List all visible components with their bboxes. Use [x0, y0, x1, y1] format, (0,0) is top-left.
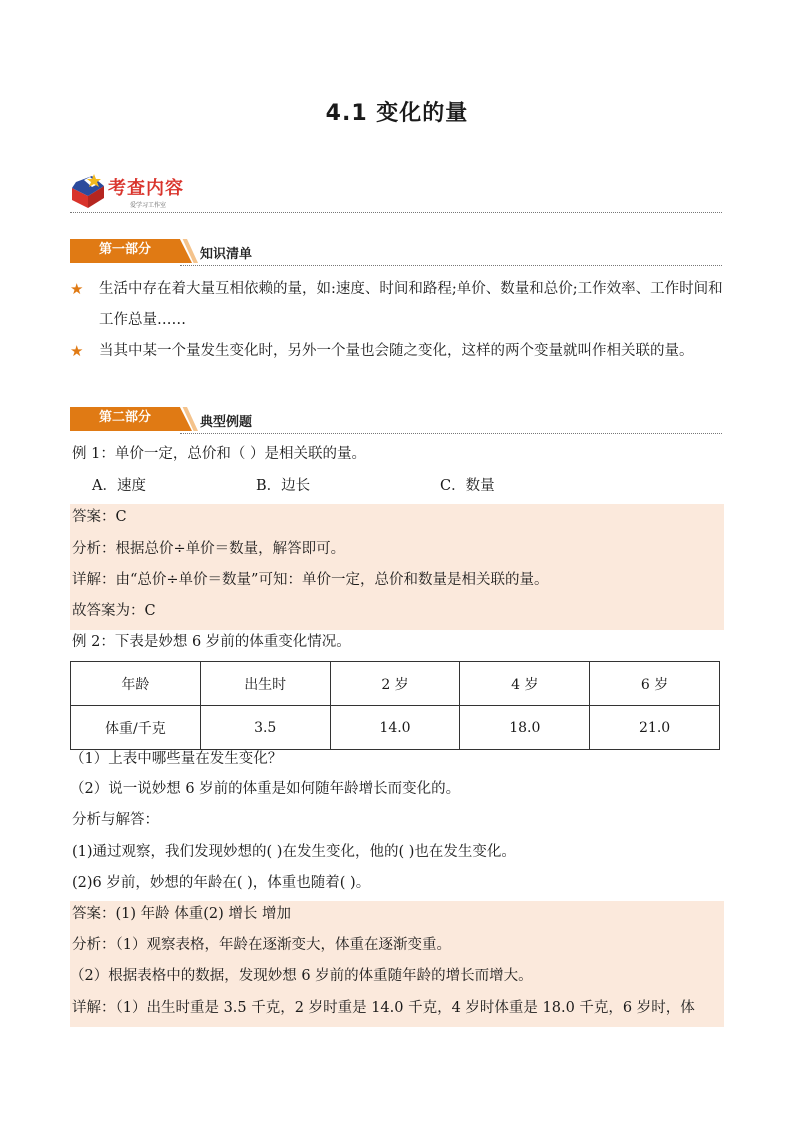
- section-heading: 典型例题: [200, 415, 253, 430]
- section-tab-label: 第二部分: [98, 410, 151, 425]
- table-cell: 4 岁: [460, 662, 590, 706]
- bullet-text: 生活中存在着大量互相依赖的量，如:速度、时间和路程;单价、数量和总价;工作效率、工作时间和工作总量……: [99, 281, 723, 328]
- weight-table: [70, 661, 720, 750]
- book-logo-icon: [70, 174, 106, 210]
- example1-question: 例 1：单价一定，总价和（ ）是相关联的量。: [72, 446, 366, 462]
- page-title: 4.1 变化的量: [325, 101, 469, 126]
- table-cell: 体重/千克: [71, 706, 201, 750]
- knowledge-bullet: [70, 336, 725, 367]
- star-icon: ★: [70, 280, 84, 298]
- example1-analysis: 分析：根据总价÷单价＝数量，解答即可。: [72, 541, 346, 557]
- example2-question: 例 2：下表是妙想 6 岁前的体重变化情况。: [72, 634, 351, 650]
- section-heading: 知识清单: [200, 247, 253, 262]
- example2-detail: 详解：（1）出生时重是 3.5 千克，2 岁时重是 14.0 千克，4 岁时体重是 18.0 千克，6 岁时，体: [72, 1000, 695, 1016]
- option-a: A．速度: [92, 478, 146, 494]
- section-logo: [70, 174, 210, 210]
- bullet-text: 当其中某一个量发生变化时，另外一个量也会随之变化，这样的两个变量就叫作相关联的量。: [99, 343, 694, 359]
- example1-answer: 答案：C: [72, 509, 127, 525]
- example1-detail: 详解：由“总价÷单价＝数量”可知：单价一定，总价和数量是相关联的量。: [72, 572, 549, 588]
- logo-title: 考查内容: [108, 178, 184, 199]
- logo-subtitle: 爱学习工作室: [130, 202, 167, 209]
- example2-fill2: (2)6 岁前，妙想的年龄在( )，体重也随着( )。: [72, 875, 371, 891]
- example2-analysis-heading: 分析与解答：: [72, 812, 159, 828]
- table-cell: 21.0: [590, 706, 720, 750]
- table-row: [71, 706, 720, 750]
- option-c: C．数量: [440, 478, 495, 494]
- example2-answer: 答案：(1) 年龄 体重(2) 增长 增加: [72, 906, 292, 922]
- table-cell: 2 岁: [330, 662, 460, 706]
- table-cell: 18.0: [460, 706, 590, 750]
- section-header-2: [70, 404, 722, 434]
- example1-conclusion: 故答案为：C: [72, 603, 156, 619]
- example2-analysis2: （2）根据表格中的数据，发现妙想 6 岁前的体重随年龄的增长而增大。: [70, 968, 533, 984]
- example2-fill1: (1)通过观察，我们发现妙想的( )在发生变化，他的( )也在发生变化。: [72, 844, 516, 860]
- section-header-1: [70, 236, 722, 266]
- option-b: B．边长: [256, 478, 311, 494]
- divider: [70, 212, 722, 213]
- example1-answer-box: [70, 504, 724, 630]
- example2-q1: （1）上表中哪些量在发生变化？: [70, 751, 283, 767]
- table-cell: 6 岁: [590, 662, 720, 706]
- table-cell: 3.5: [200, 706, 330, 750]
- table-cell: 出生时: [200, 662, 330, 706]
- knowledge-bullet: [70, 274, 725, 336]
- table-cell: 年龄: [71, 662, 201, 706]
- table-cell: 14.0: [330, 706, 460, 750]
- example2-analysis1: 分析：（1）观察表格，年龄在逐渐变大，体重在逐渐变重。: [72, 937, 451, 953]
- star-icon: ★: [70, 342, 84, 360]
- example2-q2: （2）说一说妙想 6 岁前的体重是如何随年龄增长而变化的。: [70, 781, 461, 797]
- table-row: [71, 662, 720, 706]
- section-tab-label: 第一部分: [98, 242, 151, 257]
